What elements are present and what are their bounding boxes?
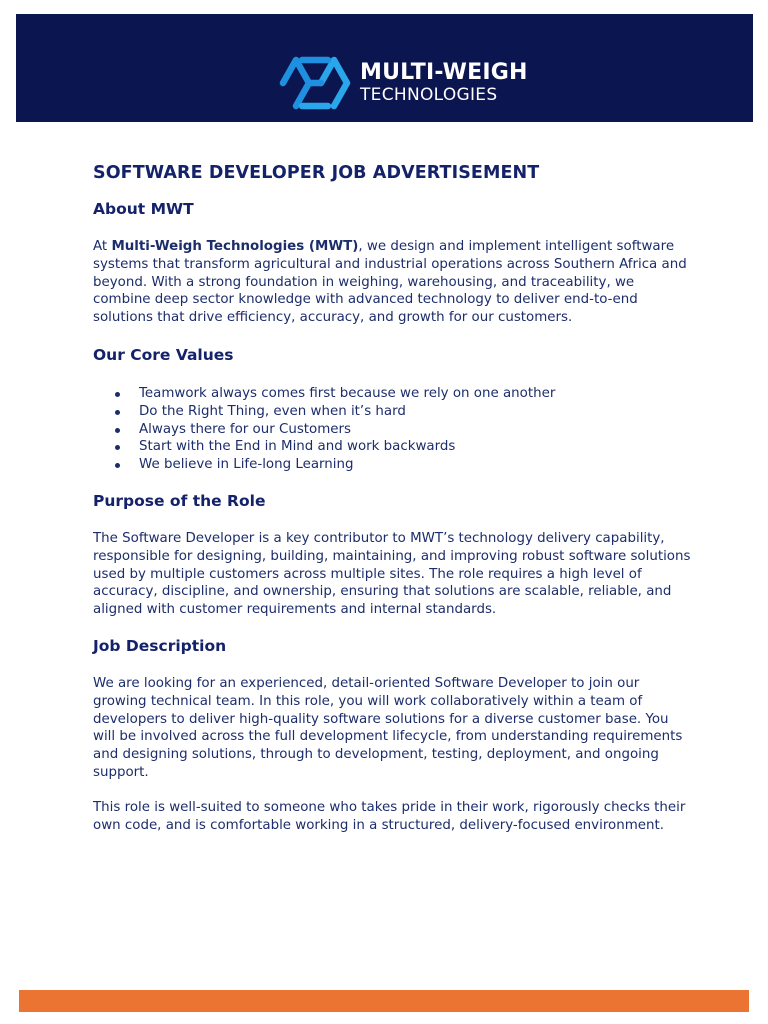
list-item xyxy=(115,421,693,439)
bullet-icon xyxy=(115,445,120,450)
document-title: SOFTWARE DEVELOPER JOB ADVERTISEMENT xyxy=(93,163,540,183)
list-item-text: Always there for our Customers xyxy=(139,421,352,437)
list-item xyxy=(115,438,693,456)
job-description-heading: Job Description xyxy=(93,636,227,655)
bullet-icon xyxy=(115,392,120,397)
about-prefix: At xyxy=(93,239,112,254)
list-item-text: Do the Right Thing, even when it’s hard xyxy=(139,403,406,419)
list-item xyxy=(115,403,693,421)
about-paragraph xyxy=(93,238,693,327)
header-band xyxy=(16,14,753,122)
company-logo xyxy=(278,56,528,110)
about-body: , we design and implement intelligent software systems that transform agricultural and industrial operations across Southern Africa and beyond. With a strong foundation in weighing, warehousing, and traceability, we combine deep sector knowledge with advanced technology to deliver end-to-end solutions that drive efficiency, accuracy, and growth for our customers. xyxy=(93,239,687,326)
document-body xyxy=(93,163,693,834)
bullet-icon xyxy=(115,410,120,415)
list-item xyxy=(115,456,693,474)
bullet-icon xyxy=(115,463,120,468)
job-description-paragraph-1: We are looking for an experienced, detail-oriented Software Developer to join our growing technical team. In this role, you will work collaboratively within a team of developers to deliver high-quality software solutions for a diverse customer base. You will be involved across the full development lifecycle, from understanding requirements and designing solutions, through to development, testing, deployment, and ongoing support. xyxy=(93,675,683,780)
purpose-heading: Purpose of the Role xyxy=(93,491,266,510)
logo-wordmark-line1: MULTI-WEIGH xyxy=(360,60,528,85)
core-values-heading: Our Core Values xyxy=(93,345,234,364)
list-item xyxy=(115,385,693,403)
purpose-paragraph: The Software Developer is a key contributor to MWT’s technology delivery capability, responsible for designing, building, maintaining, and improving robust software solutions used by multiple customers across multiple sites. The role requires a high level of accuracy, discipline, and ownership, ensuring that solutions are scalable, reliable, and aligned with customer requirements and internal standards. xyxy=(93,530,691,618)
logo-wordmark-line2: TECHNOLOGIES xyxy=(360,85,498,105)
list-item-text: Start with the End in Mind and work backwards xyxy=(139,439,456,455)
bullet-icon xyxy=(115,428,120,433)
about-heading: About MWT xyxy=(93,200,194,218)
job-description-paragraph-2: This role is well-suited to someone who takes pride in their work, rigorously checks their own code, and is comfortable working in a structured, delivery-focused environment. xyxy=(93,799,686,833)
core-values-list xyxy=(115,385,693,474)
mwt-logo-mark-icon xyxy=(278,56,352,110)
list-item-text: Teamwork always comes first because we rely on one another xyxy=(139,385,556,401)
list-item-text: We believe in Life-long Learning xyxy=(139,457,354,473)
company-name: Multi-Weigh Technologies (MWT) xyxy=(111,239,359,254)
footer-band xyxy=(19,990,749,1012)
